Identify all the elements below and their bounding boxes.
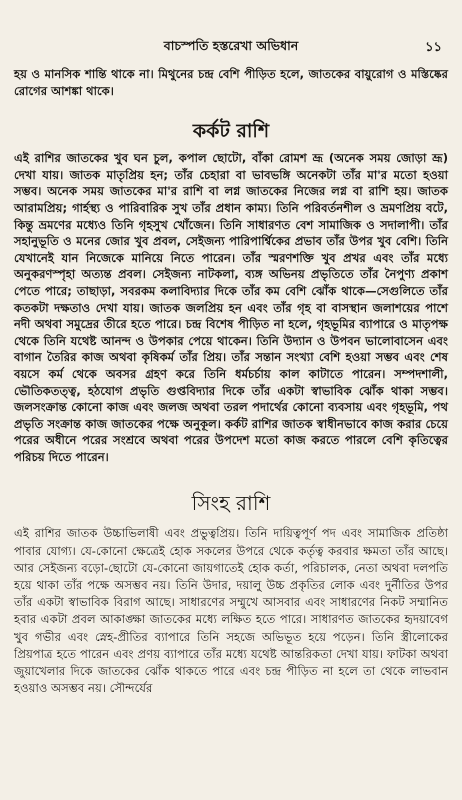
karkat-rashi-paragraph: এই রাশির জাতকের খুব ঘন চুল, কপাল ছোটো, বাঁকা রোমশ ভ্রূ (অনেক সময় জোড়া ভ্রূ) দেখা যায়। জাতক মাতৃপ্রিয় হন; তাঁর চেহারা বা ভাবভঙ্গি অনেকটা তাঁর মা'র মতো হওয়া সম্ভব। অনেক সময় জাতকের মা'র রাশি বা লগ্ন জাতকের নিজের লগ্ন বা রাশি হয়। জাতক আরামপ্রিয়; গার্হস্থ্য ও পারিবারিক সুখ তাঁর প্রধান কাম্য। তিনি পরিবর্তনশীল ও ভ্রমণপ্রিয় বটে, কিন্তু ভ্রমণের মধ্যেও তিনি গৃহসুখ খোঁজেন। তিনি সাধারণত বেশ সামাজিক ও সদালাপী। তাঁর সহানুভূতি ও মনের জোর খুব প্রবল, সেইজন্য পারিপার্শ্বিকের প্রভাব তাঁর উপর খুব বেশি। তিনি যেখানেই যান নিজেকে মানিয়ে নিতে পারেন। তাঁর স্মরণশক্তি খুব প্রখর এবং তাঁর মধ্যে অনুকরণস্পৃহা অত্যন্ত প্রবল। সেইজন্য নাটকলা, ব্যঙ্গ অভিনয় প্রভৃতিতে তাঁর নৈপুণ্য প্রকাশ পেতে পারে; তাছাড়া, সবরকম কলাবিদ্যার দিকে তাঁর কম বেশি ঝোঁক থাকে—সেগুলিতে তাঁর কতকটা দক্ষতাও দেখা যায়। জাতক জলপ্রিয় হন এবং তাঁর গৃহ বা বাসস্থান জলাশয়ের পাশে নদী অথবা সমুদ্রের তীরে হতে পারে। চন্দ্র বিশেষ পীড়িত না হলে, গৃহভূমির ব্যাপারে ও মাতৃপক্ষ থেকে তিনি যথেষ্ট আনন্দ ও উপকার পেয়ে থাকেন। তিনি উদ্যান ও উপবন ভালোবাসেন এবং বাগান তৈরির কাজ অথবা কৃষিকর্ম তাঁর প্রিয়। তাঁর সন্তান সংখ্যা বেশি হওয়া সম্ভব এবং শেষ বয়সে কর্ম থেকে অবসর গ্রহণ করে তিনি ধর্মচর্চায় কাল কাটাতে পারেন। সম্পদশালী, ভৌতিকতত্ত্ব, হঠযোগ প্রভৃতি গুপ্তবিদ্যার দিকে তাঁর একটা স্বাভাবিক ঝোঁক থাকা সম্ভব। জলসংক্রান্ত কোনো কাজ এবং জলজ অথবা তরল পদার্থের কোনো ব্যবসায় এবং গৃহভূমি, পথ প্রভৃতি সংক্রান্ত কাজ জাতকের পক্ষে অনুকূল। কর্কট রাশির জাতক স্বাধীনভাবে কাজ করার চেয়ে পরের অধীনে পরের সংশ্রবে অথবা পরের উপদেশ মতো কাজ করতে পারলে বেশি কৃতিত্বের পরিচয় দিতে পারেন। (14, 151, 448, 464)
karkat-rashi-section (14, 150, 448, 465)
page-content (14, 66, 448, 698)
simha-rashi-heading: সিংহ রাশি (191, 491, 271, 516)
running-title: বাচস্পতি হস্তরেখা অভিধান (163, 38, 299, 53)
intro-paragraph: হয় ও মানসিক শান্তি থাকে না। মিথুনের চন্দ্র বেশি পীড়িত হলে, জাতকের বায়ুরোগ ও মস্তিষ্কের রোগের আশঙ্কা থাকে। (14, 67, 448, 98)
simha-rashi-section (14, 525, 448, 697)
karkat-rashi-heading: কর্কট রাশি (192, 120, 270, 143)
simha-rashi-paragraph: এই রাশির জাতক উচ্চাভিলাষী এবং প্রভুত্বপ্রিয়। তিনি দায়িত্বপূর্ণ পদ এবং সামাজিক প্রতিষ্ঠা পাবার যোগ্য। যে-কোনো ক্ষেত্রেই হোক সকলের উপরে থেকে কর্তৃত্ব করবার ক্ষমতা তাঁর আছে। আর সেইজন্য বড়ো-ছোটো যে-কোনো জায়গাতেই হোক কর্তা, পরিচালক, নেতা অথবা দলপতি হয়ে থাকা তাঁর পক্ষে অসম্ভব নয়। তিনি উদার, দয়ালু উচ্চ প্রকৃতির লোক এবং দুর্নীতির উপর তাঁর একটা স্বাভাবিক বিরাগ আছে। সাধারণের সম্মুখে আসবার এবং সাধারণের নিকট সম্মানিত হবার একটা প্রবল আকাঙ্ক্ষা জাতকের মধ্যে লক্ষিত হতে পারে। সাধারণত জাতকের হৃদয়াবেগ খুব গভীর এবং স্নেহ-প্রীতির ব্যাপারে তিনি সহজে অভিভূত হয়ে পড়েন। তিনি স্ত্রীলোকের প্রিয়পাত্র হতে পারেন এবং প্রণয় ব্যাপারে তাঁর মধ্যে যথেষ্ট আন্তরিকতা দেখা যায়। ফাটকা অথবা জুয়াখেলার দিকে জাতকের ঝোঁক থাকতে পারে এবং চন্দ্র পীড়িত না হলে তা থেকে লাভবান হওয়াও অসম্ভব নয়। সৌন্দর্যের (14, 526, 448, 696)
page-number: ১১ (425, 40, 442, 55)
intro-section (14, 66, 448, 99)
